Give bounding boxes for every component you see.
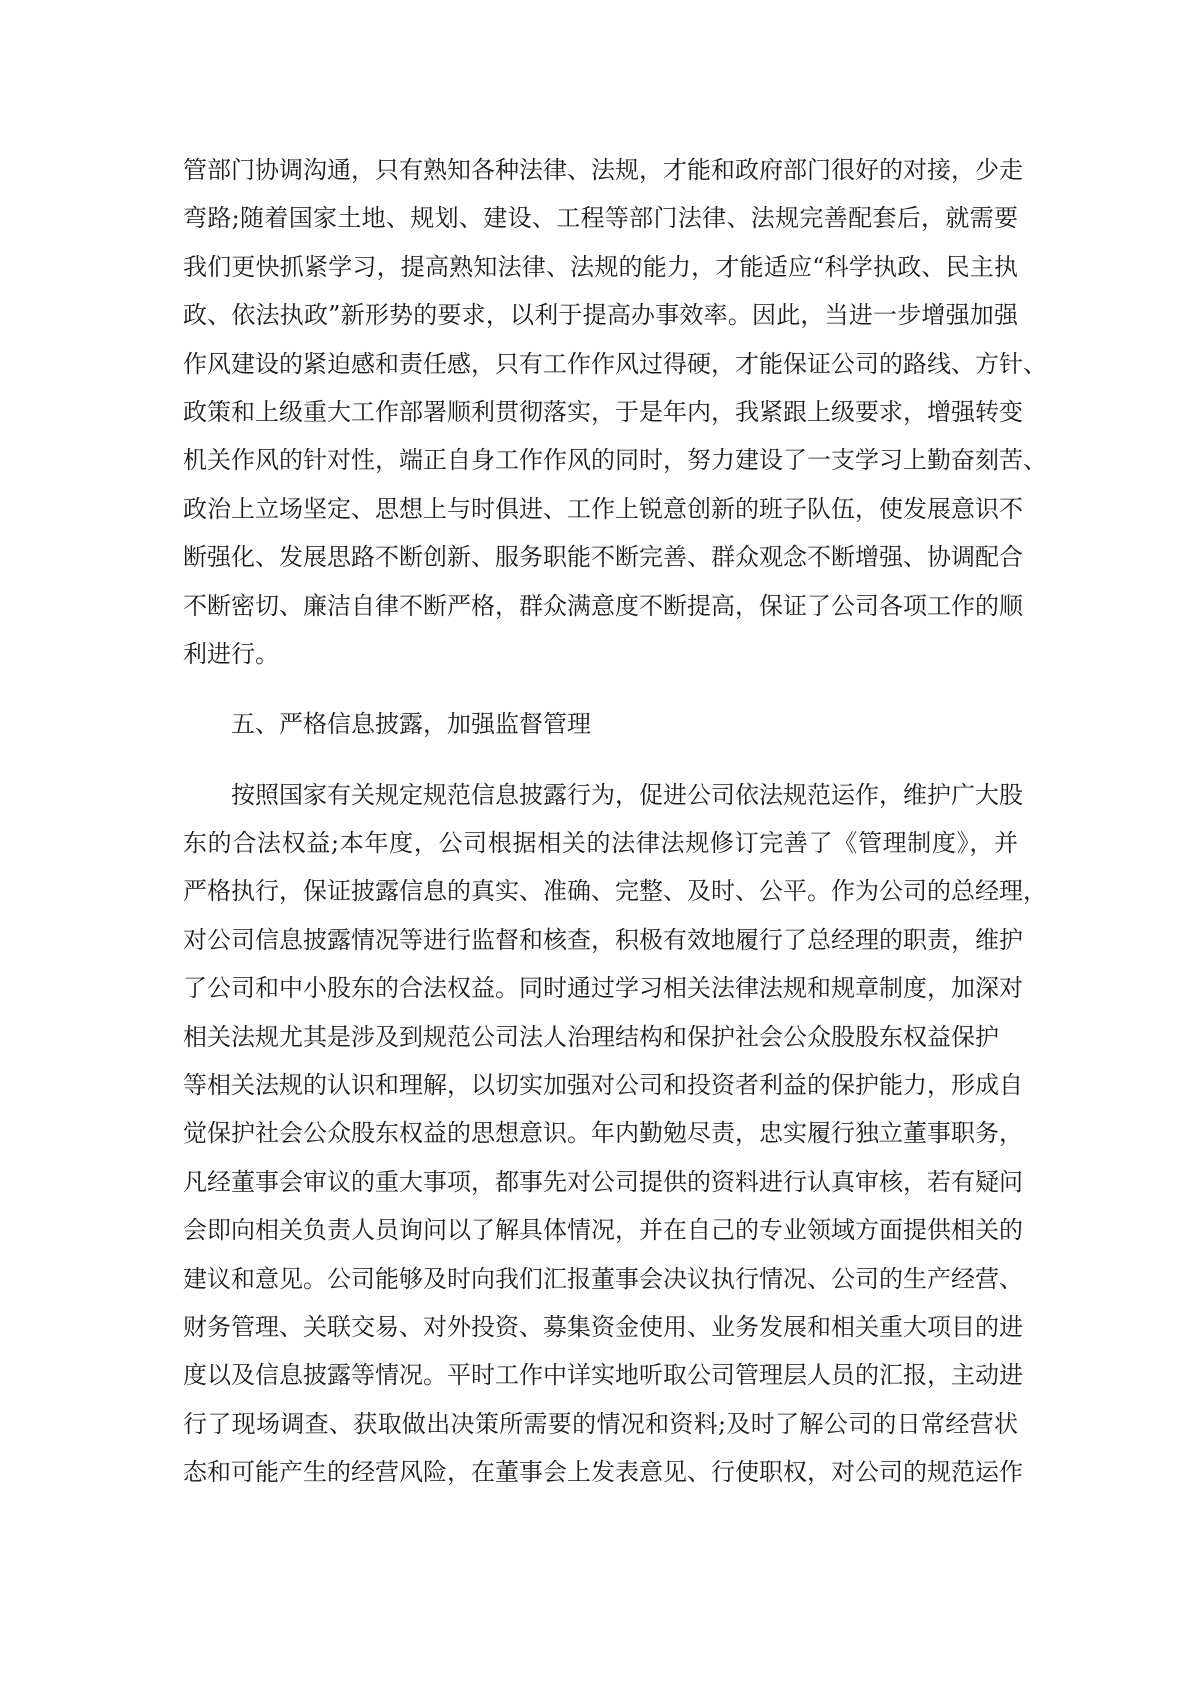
text-line: 凡经董事会审议的重大事项，都事先对公司提供的资料进行认真审核，若有疑问 xyxy=(183,1167,1023,1196)
text-line: 态和可能产生的经营风险，在董事会上发表意见、行使职权，对公司的规范运作 xyxy=(183,1458,1023,1487)
text-line: 相关法规尤其是涉及到规范公司法人治理结构和保护社会公众股股东权益保护 xyxy=(183,1022,999,1051)
text-line: 政、依法执政”新形势的要求，以利于提高办事效率。因此，当进一步增强加强 xyxy=(183,301,1018,330)
text-line: 按照国家有关规定规范信息披露行为，促进公司依法规范运作，维护广大股 xyxy=(231,780,1023,809)
text-line: 管部门协调沟通，只有熟知各种法律、法规，才能和政府部门很好的对接，少走 xyxy=(183,156,1023,184)
section-heading: 五、严格信息披露，加强监督管理 xyxy=(231,710,591,739)
text-line: 机关作风的针对性，端正自身工作作风的同时，努力建设了一支学习上勤奋刻苦、 xyxy=(183,446,1047,475)
text-line: 利进行。 xyxy=(183,639,279,668)
text-line: 财务管理、关联交易、对外投资、募集资金使用、业务发展和相关重大项目的进 xyxy=(183,1312,1023,1341)
text-line: 觉保护社会公众股东权益的思想意识。年内勤勉尽责，忠实履行独立董事职务， xyxy=(183,1119,1023,1148)
text-line: 断强化、发展思路不断创新、服务职能不断完善、群众观念不断增强、协调配合 xyxy=(183,543,1023,572)
text-line: 政治上立场坚定、思想上与时俱进、工作上锐意创新的班子队伍，使发展意识不 xyxy=(183,494,1023,523)
paragraph-work-style xyxy=(183,154,1047,686)
text-line: 我们更快抓紧学习，提高熟知法律、法规的能力，才能适应“科学执政、民主执 xyxy=(183,252,1018,281)
text-line: 政策和上级重大工作部署顺利贯彻落实，于是年内，我紧跟上级要求，增强转变 xyxy=(183,397,1023,426)
text-line: 东的合法权益;本年度，公司根据相关的法律法规修订完善了《管理制度》，并 xyxy=(183,829,1018,858)
text-line: 度以及信息披露等情况。平时工作中详实地听取公司管理层人员的汇报，主动进 xyxy=(183,1361,1023,1390)
text-line: 会即向相关负责人员询问以了解具体情况，并在自己的专业领域方面提供相关的 xyxy=(183,1216,1023,1245)
text-line: 作风建设的紧迫感和责任感，只有工作作风过得硬，才能保证公司的路线、方针、 xyxy=(183,349,1047,378)
paragraph-disclosure xyxy=(183,779,1047,1505)
text-line: 了公司和中小股东的合法权益。同时通过学习相关法律法规和规章制度，加深对 xyxy=(183,974,1023,1003)
text-line: 不断密切、廉洁自律不断严格，群众满意度不断提高，保证了公司各项工作的顺 xyxy=(183,591,1023,620)
text-line: 对公司信息披露情况等进行监督和核查，积极有效地履行了总经理的职责，维护 xyxy=(183,925,1023,954)
text-line: 弯路;随着国家土地、规划、建设、工程等部门法律、法规完善配套后，就需要 xyxy=(183,204,1018,233)
text-line: 行了现场调查、获取做出决策所需要的情况和资料;及时了解公司的日常经营状 xyxy=(183,1409,1018,1438)
text-line: 建议和意见。公司能够及时向我们汇报董事会决议执行情况、公司的生产经营、 xyxy=(183,1264,1023,1293)
document-page xyxy=(183,154,1047,1505)
text-line: 等相关法规的认识和理解，以切实加强对公司和投资者利益的保护能力，形成自 xyxy=(183,1071,1023,1100)
text-line: 严格执行，保证披露信息的真实、准确、完整、及时、公平。作为公司的总经理， xyxy=(183,877,1047,906)
